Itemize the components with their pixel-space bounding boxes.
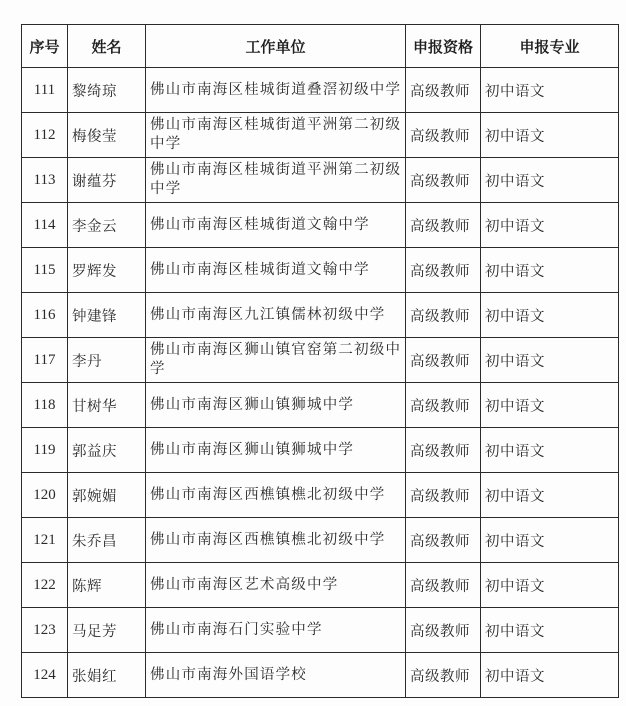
table-row (22, 338, 619, 383)
table-row (22, 608, 619, 653)
cell-qualification: 高级教师 (406, 68, 481, 113)
cell-no: 115 (22, 248, 68, 293)
cell-name: 钟建锋 (68, 293, 146, 338)
cell-major: 初中语文 (481, 293, 619, 338)
cell-no: 121 (22, 518, 68, 563)
header-no: 序号 (22, 25, 68, 68)
table-row (22, 113, 619, 158)
cell-unit: 佛山市南海区艺术高级中学 (146, 563, 406, 608)
cell-major: 初中语文 (481, 473, 619, 518)
cell-unit: 佛山市南海区狮山镇官窑第二初级中学 (146, 338, 406, 383)
table-row (22, 428, 619, 473)
cell-major: 初中语文 (481, 113, 619, 158)
cell-unit: 佛山市南海石门实验中学 (146, 608, 406, 653)
header-row (22, 25, 619, 68)
cell-qualification: 高级教师 (406, 383, 481, 428)
header-unit: 工作单位 (146, 25, 406, 68)
table-row (22, 68, 619, 113)
cell-major: 初中语文 (481, 158, 619, 203)
header-major: 申报专业 (481, 25, 619, 68)
table-row (22, 518, 619, 563)
cell-qualification: 高级教师 (406, 653, 481, 698)
cell-qualification: 高级教师 (406, 248, 481, 293)
cell-name: 甘树华 (68, 383, 146, 428)
cell-major: 初中语文 (481, 653, 619, 698)
cell-unit: 佛山市南海区九江镇儒林初级中学 (146, 293, 406, 338)
table-row (22, 473, 619, 518)
cell-qualification: 高级教师 (406, 293, 481, 338)
cell-no: 119 (22, 428, 68, 473)
cell-qualification: 高级教师 (406, 518, 481, 563)
cell-major: 初中语文 (481, 563, 619, 608)
cell-no: 112 (22, 113, 68, 158)
cell-unit: 佛山市南海区狮山镇狮城中学 (146, 428, 406, 473)
cell-no: 113 (22, 158, 68, 203)
cell-qualification: 高级教师 (406, 113, 481, 158)
cell-unit: 佛山市南海区西樵镇樵北初级中学 (146, 473, 406, 518)
table-row (22, 383, 619, 428)
cell-major: 初中语文 (481, 338, 619, 383)
table-body (22, 68, 619, 698)
cell-major: 初中语文 (481, 428, 619, 473)
table-row (22, 248, 619, 293)
table-row (22, 653, 619, 698)
cell-no: 118 (22, 383, 68, 428)
cell-major: 初中语文 (481, 608, 619, 653)
cell-major: 初中语文 (481, 248, 619, 293)
cell-unit: 佛山市南海区桂城街道叠滘初级中学 (146, 68, 406, 113)
cell-name: 马足芳 (68, 608, 146, 653)
cell-unit: 佛山市南海区狮山镇狮城中学 (146, 383, 406, 428)
cell-major: 初中语文 (481, 518, 619, 563)
cell-name: 李金云 (68, 203, 146, 248)
cell-no: 120 (22, 473, 68, 518)
cell-name: 陈辉 (68, 563, 146, 608)
cell-name: 罗辉发 (68, 248, 146, 293)
applicant-table (21, 24, 619, 698)
cell-no: 123 (22, 608, 68, 653)
cell-name: 郭婉媚 (68, 473, 146, 518)
cell-unit: 佛山市南海外国语学校 (146, 653, 406, 698)
cell-no: 117 (22, 338, 68, 383)
cell-major: 初中语文 (481, 203, 619, 248)
cell-unit: 佛山市南海区桂城街道文翰中学 (146, 248, 406, 293)
cell-name: 张娟红 (68, 653, 146, 698)
cell-no: 122 (22, 563, 68, 608)
cell-no: 116 (22, 293, 68, 338)
table-row (22, 293, 619, 338)
table-row (22, 158, 619, 203)
cell-name: 郭益庆 (68, 428, 146, 473)
cell-unit: 佛山市南海区桂城街道平洲第二初级中学 (146, 158, 406, 203)
table-header (22, 25, 619, 68)
cell-name: 梅俊莹 (68, 113, 146, 158)
table-row (22, 563, 619, 608)
cell-qualification: 高级教师 (406, 203, 481, 248)
cell-qualification: 高级教师 (406, 563, 481, 608)
cell-unit: 佛山市南海区西樵镇樵北初级中学 (146, 518, 406, 563)
cell-unit: 佛山市南海区桂城街道平洲第二初级中学 (146, 113, 406, 158)
cell-name: 朱乔昌 (68, 518, 146, 563)
cell-no: 111 (22, 68, 68, 113)
cell-qualification: 高级教师 (406, 338, 481, 383)
cell-no: 114 (22, 203, 68, 248)
cell-major: 初中语文 (481, 68, 619, 113)
cell-qualification: 高级教师 (406, 608, 481, 653)
cell-name: 谢蕴芬 (68, 158, 146, 203)
cell-major: 初中语文 (481, 383, 619, 428)
header-qualification: 申报资格 (406, 25, 481, 68)
cell-qualification: 高级教师 (406, 473, 481, 518)
cell-qualification: 高级教师 (406, 428, 481, 473)
cell-name: 黎绮琼 (68, 68, 146, 113)
cell-unit: 佛山市南海区桂城街道文翰中学 (146, 203, 406, 248)
cell-name: 李丹 (68, 338, 146, 383)
cell-qualification: 高级教师 (406, 158, 481, 203)
table-row (22, 203, 619, 248)
header-name: 姓名 (68, 25, 146, 68)
cell-no: 124 (22, 653, 68, 698)
